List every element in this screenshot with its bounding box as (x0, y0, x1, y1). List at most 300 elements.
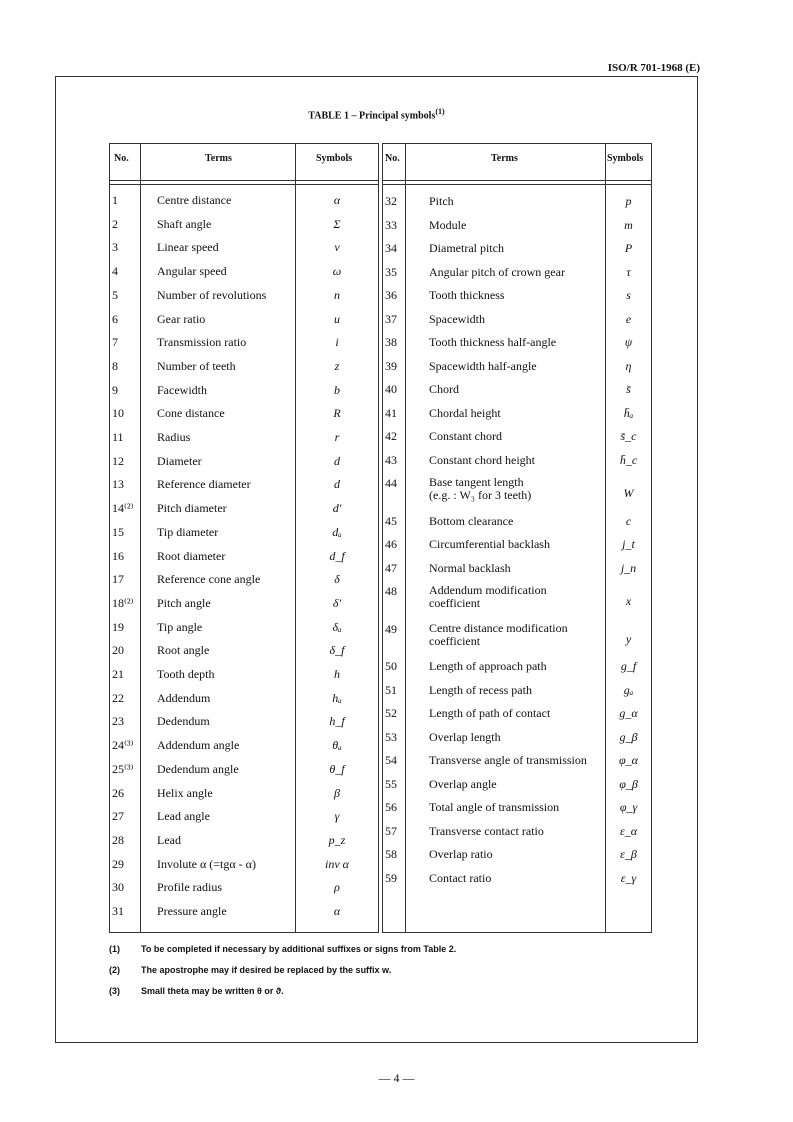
row-term-line: coefficient (429, 596, 481, 611)
row-symbol: g_β (619, 729, 638, 744)
row-term-line: Centre distance (157, 193, 232, 207)
row-term (429, 659, 547, 673)
row-symbol: u (334, 311, 340, 326)
row-term (429, 312, 485, 326)
row-symbol: δₐ (332, 619, 342, 634)
row-number: 44 (385, 476, 397, 490)
row-term-line: Length of recess path (429, 682, 532, 697)
row-term-line: Tip diameter (157, 524, 219, 539)
row-term-line: Tooth thickness (429, 288, 505, 302)
table-row (110, 454, 378, 478)
row-term (429, 194, 454, 208)
row-symbol: P (624, 241, 633, 255)
row-number: 46 (385, 537, 397, 552)
row-number: 25⁽³⁾ (112, 761, 134, 776)
row-term-line: Overlap angle (429, 776, 497, 791)
row-number: 49 (385, 621, 397, 636)
row-number: 43 (385, 452, 397, 467)
row-term (429, 476, 531, 502)
row-term-line: Length of path of contact (429, 706, 551, 721)
column-header-terms: Terms (205, 153, 232, 164)
row-term-line: Circumferential backlash (429, 537, 550, 552)
row-symbol: g_α (619, 706, 638, 721)
table-row (383, 359, 651, 383)
row-term-line: Diameter (157, 453, 202, 468)
row-term-line: coefficient (429, 633, 481, 648)
row-number: 13 (112, 477, 124, 492)
row-term (157, 857, 256, 871)
table-row (110, 691, 378, 715)
row-term (157, 786, 213, 800)
row-term (157, 762, 239, 776)
row-symbol: d_f (329, 548, 345, 563)
row-term-line: Overlap length (429, 729, 501, 744)
row-term (157, 738, 239, 752)
row-number: 31 (112, 904, 124, 918)
row-symbol: i (335, 335, 339, 350)
row-term-line: Number of teeth (157, 358, 236, 373)
table-row (383, 288, 651, 312)
table-row (110, 738, 378, 762)
row-term (157, 525, 218, 539)
table-row (383, 514, 651, 538)
row-term-line: Tip angle (157, 619, 203, 634)
table-row (110, 477, 378, 501)
row-term (429, 683, 532, 697)
row-term (429, 824, 544, 838)
row-term-line: Facewidth (157, 382, 207, 397)
row-term-line: Constant chord (429, 429, 502, 443)
table-row (110, 549, 378, 573)
row-term (157, 596, 211, 610)
symbols-table-right (382, 143, 652, 933)
row-number: 22 (112, 690, 124, 705)
row-term-line: Overlap ratio (429, 847, 493, 862)
row-symbol: v (334, 240, 340, 255)
row-number: 34 (385, 241, 397, 255)
row-term (157, 833, 181, 847)
row-number: 8 (112, 358, 118, 373)
row-term-line: Gear ratio (157, 311, 206, 326)
row-term (429, 382, 459, 396)
row-term-line: Pressure angle (157, 904, 227, 918)
footnote: (1) To be completed if necessary by additional suffixes or signs from Table 2. (109, 944, 457, 954)
row-term (157, 312, 205, 326)
column-header-symbols-right: Symbols (607, 153, 644, 164)
footnotes (109, 944, 456, 1007)
table-row (110, 264, 378, 288)
row-number: 35 (385, 264, 397, 279)
page-number: — 4 — (378, 1071, 415, 1085)
row-term (157, 809, 210, 823)
table-row (110, 406, 378, 430)
row-term (429, 871, 491, 885)
row-number: 50 (385, 659, 397, 674)
row-term (157, 880, 222, 894)
row-number: 47 (385, 560, 397, 575)
table-row (383, 659, 651, 683)
table-row (383, 683, 651, 707)
footnote: (2) The apostrophe may if desired be replaced by the suffix w. (109, 965, 392, 975)
row-number: 20 (112, 643, 124, 658)
row-term-line: Pitch diameter (157, 501, 227, 516)
row-symbol: r (334, 430, 340, 444)
table-row (110, 501, 378, 525)
row-symbol: φ_γ (619, 800, 638, 815)
row-symbol: j_n (620, 560, 637, 575)
row-number: 9 (112, 382, 118, 397)
row-number: 16 (112, 548, 124, 563)
row-term-line: Number of revolutions (157, 287, 267, 302)
table-row (110, 762, 378, 786)
row-term-line: Dedendum (157, 714, 210, 729)
row-number: 10 (112, 406, 124, 421)
row-symbol: s̄ (626, 382, 631, 396)
row-symbol: hₐ (332, 690, 342, 705)
row-term (429, 241, 504, 255)
row-symbol: η (625, 358, 632, 373)
row-term-line: Lead angle (157, 809, 210, 824)
row-term-line: Addendum angle (157, 738, 240, 753)
row-term (157, 193, 231, 207)
row-term (157, 454, 202, 468)
row-symbol: y (625, 631, 632, 646)
row-term (429, 514, 513, 528)
row-symbol: δ_f (329, 643, 345, 658)
table-row (383, 800, 651, 824)
row-term (429, 753, 587, 767)
row-term-line: Profile radius (157, 880, 222, 895)
table-row (383, 847, 651, 871)
row-number: 6 (112, 311, 118, 326)
row-symbol: τ (626, 264, 631, 279)
row-number: 59 (385, 870, 397, 885)
table-row (110, 430, 378, 454)
row-term-line: Centre distance modification (429, 620, 568, 635)
table-row (383, 382, 651, 406)
row-term (429, 622, 568, 648)
column-header-no: No. (114, 153, 129, 164)
row-term-line: Cone distance (157, 406, 225, 421)
row-number: 14⁽²⁾ (112, 501, 134, 516)
table-row (110, 525, 378, 549)
row-term-line: Root diameter (157, 548, 226, 563)
table-row (383, 561, 651, 585)
row-term (157, 430, 190, 444)
row-term (429, 453, 535, 467)
row-term-line: Dedendum angle (157, 761, 239, 776)
row-term (429, 429, 502, 443)
row-term-line: Root angle (157, 643, 210, 658)
row-term-line: Reference diameter (157, 477, 251, 492)
row-number: 7 (112, 335, 118, 350)
column-header-no-right: No. (385, 153, 400, 164)
row-term-line: Involute α (=tgα - α) (157, 856, 256, 871)
table-row (110, 193, 378, 217)
table-row (383, 265, 651, 289)
row-symbol: ε_γ (620, 870, 637, 885)
table-row (383, 730, 651, 754)
row-symbol: ρ (334, 880, 340, 895)
row-number: 52 (385, 706, 397, 721)
row-symbol: dₐ (332, 524, 342, 539)
row-number: 17 (112, 572, 124, 587)
row-symbol: gₐ (623, 682, 634, 697)
row-number: 5 (112, 287, 118, 302)
row-term-line: Linear speed (157, 240, 219, 255)
row-term-line: Shaft angle (157, 216, 212, 231)
row-symbol: h̄ₐ (623, 405, 634, 420)
table-row (110, 217, 378, 241)
row-term (429, 537, 550, 551)
table-row (383, 753, 651, 777)
row-number: 42 (385, 429, 397, 443)
row-number: 58 (385, 847, 397, 862)
table-title (56, 107, 697, 121)
row-number: 51 (385, 682, 397, 697)
table-row (110, 667, 378, 691)
row-term-line: Pitch (429, 194, 454, 208)
row-term-line: Angular speed (157, 264, 227, 279)
row-term (157, 691, 210, 705)
row-term (157, 620, 202, 634)
row-symbol: n (334, 287, 340, 302)
row-number: 39 (385, 358, 397, 373)
row-term-line: Spacewidth half-angle (429, 358, 537, 373)
row-symbol: g_f (620, 659, 637, 674)
row-number: 30 (112, 880, 124, 895)
row-number: 26 (112, 785, 124, 800)
row-term (157, 643, 209, 657)
row-term-line: Base tangent length (429, 475, 524, 489)
table-row (383, 218, 651, 242)
table-row (110, 620, 378, 644)
row-term-line: Spacewidth (429, 311, 485, 326)
row-symbol: h_f (329, 714, 345, 729)
row-symbol: d' (332, 501, 342, 516)
row-term-line: Reference cone angle (157, 572, 261, 587)
row-term-line: Transverse contact ratio (429, 823, 544, 838)
row-term (157, 477, 251, 491)
row-number: 53 (385, 729, 397, 744)
row-term-line: Angular pitch of crown gear (429, 264, 565, 279)
row-number: 45 (385, 513, 397, 528)
table-row (110, 359, 378, 383)
row-term (157, 501, 227, 515)
row-term-line: Lead (157, 832, 181, 847)
row-symbol: z (334, 358, 340, 373)
row-number: 37 (385, 311, 397, 326)
table-row (383, 622, 651, 660)
row-symbol: p_z (328, 832, 346, 847)
row-term-line: Transverse angle of transmission (429, 753, 587, 768)
row-number: 29 (112, 856, 124, 871)
table-row (110, 904, 378, 928)
row-term (429, 847, 493, 861)
row-term (157, 904, 227, 918)
table-row (383, 335, 651, 359)
row-symbol: δ' (332, 595, 342, 610)
table-row (383, 241, 651, 265)
row-symbol: b (334, 382, 340, 397)
row-symbol: h̄_c (619, 452, 638, 467)
row-symbol: s (626, 288, 631, 302)
row-term (429, 706, 550, 720)
table-row (383, 429, 651, 453)
row-term (157, 572, 260, 586)
row-number: 24⁽³⁾ (112, 738, 134, 753)
row-term (157, 335, 246, 349)
row-number: 28 (112, 832, 124, 847)
row-term (157, 217, 211, 231)
row-number: 1 (112, 193, 118, 207)
row-number: 33 (385, 217, 397, 232)
row-term-line: Chord (429, 382, 459, 396)
row-number: 56 (385, 800, 397, 815)
row-term (429, 800, 559, 814)
table-row (110, 335, 378, 359)
row-symbol: β (334, 785, 340, 800)
row-symbol: h (334, 667, 340, 681)
row-term (429, 777, 497, 791)
table-title-footnote-ref: (1) (435, 107, 445, 116)
row-number: 3 (112, 240, 118, 255)
row-term-line: Bottom clearance (429, 513, 514, 528)
row-term (157, 383, 207, 397)
table-row (110, 786, 378, 810)
table-row (110, 833, 378, 857)
row-number: 48 (385, 584, 397, 599)
row-number: 38 (385, 335, 397, 349)
row-term-line: Diametral pitch (429, 241, 504, 255)
row-term (157, 406, 225, 420)
table-title-text: TABLE 1 – Principal symbols (308, 110, 436, 122)
table-row (110, 596, 378, 620)
row-number: 21 (112, 667, 124, 681)
row-symbol: θ_f (329, 761, 345, 776)
table-row (383, 537, 651, 561)
table-row (383, 871, 651, 895)
row-number: 27 (112, 809, 124, 824)
table-row (383, 706, 651, 730)
document-reference: ISO/R 701-1968 (E) (607, 62, 700, 74)
row-term-line: Contact ratio (429, 870, 492, 885)
row-term-line: Total angle of transmission (429, 800, 560, 815)
row-symbol: θₐ (332, 738, 342, 753)
table-row (383, 406, 651, 430)
table-row (110, 240, 378, 264)
row-number: 18⁽²⁾ (112, 595, 134, 610)
table-row (110, 288, 378, 312)
row-number: 36 (385, 288, 397, 302)
row-term-line: Pitch angle (157, 595, 211, 610)
row-term (429, 265, 565, 279)
row-symbol: m (624, 217, 633, 232)
row-term (429, 730, 501, 744)
table-row (383, 824, 651, 848)
row-term-line: Addendum modification (429, 583, 547, 598)
table-row (383, 312, 651, 336)
footnote: (3) Small theta may be written θ or ϑ. (109, 986, 284, 996)
column-header-symbols: Symbols (316, 153, 353, 164)
table-row (110, 880, 378, 904)
row-number: 55 (385, 776, 397, 791)
row-number: 2 (112, 216, 118, 231)
row-number: 57 (385, 823, 397, 838)
row-term (157, 288, 266, 302)
row-term-line: Constant chord height (429, 452, 535, 467)
row-symbol: γ (334, 809, 340, 824)
table-row (110, 714, 378, 738)
row-term (429, 335, 556, 349)
row-term-line: Module (429, 217, 467, 232)
row-term (157, 264, 227, 278)
table-row (383, 453, 651, 477)
table-row (110, 643, 378, 667)
row-term (429, 288, 505, 302)
table-row (110, 383, 378, 407)
row-number: 41 (385, 405, 397, 420)
row-term-line: Radius (157, 430, 191, 444)
row-symbol: j_t (622, 537, 635, 552)
row-term (429, 584, 547, 610)
row-term-line: Helix angle (157, 785, 213, 800)
row-term-line: Addendum (157, 690, 211, 705)
row-symbol: α (333, 904, 341, 918)
row-number: 32 (385, 194, 397, 208)
row-term (157, 714, 210, 728)
row-term (429, 561, 511, 575)
row-term (157, 667, 215, 681)
row-symbol: Σ (333, 216, 341, 231)
row-number: 19 (112, 619, 124, 634)
column-header-terms-right: Terms (491, 153, 518, 164)
row-number: 12 (112, 453, 124, 468)
row-symbol: p (625, 194, 632, 208)
row-symbol: W (623, 486, 634, 500)
row-term-line: Tooth thickness half-angle (429, 335, 557, 349)
row-number: 54 (385, 753, 397, 768)
row-symbol: δ (334, 572, 340, 587)
row-symbol: ψ (624, 335, 633, 349)
table-row (110, 572, 378, 596)
row-number: 11 (112, 430, 124, 444)
row-number: 40 (385, 382, 397, 396)
table-row (110, 857, 378, 881)
row-symbol: x (625, 594, 632, 609)
row-term-line: (e.g. : W₃ for 3 teeth) (429, 488, 532, 502)
table-row (383, 476, 651, 514)
row-term-line: Transmission ratio (157, 335, 247, 350)
row-number: 4 (112, 264, 118, 279)
table-row (383, 777, 651, 801)
row-symbol: ε_β (620, 847, 637, 862)
row-term-line: Length of approach path (429, 659, 547, 674)
row-term-line: Tooth depth (157, 667, 215, 681)
row-symbol: ω (332, 264, 342, 279)
row-term-line: Chordal height (429, 405, 501, 420)
table-row (110, 809, 378, 833)
row-symbol: c (625, 513, 632, 528)
row-term (157, 359, 236, 373)
table-row (383, 584, 651, 622)
row-symbol: φ_α (619, 753, 638, 768)
row-term (429, 359, 537, 373)
row-symbol: e (625, 311, 632, 326)
row-symbol: s̄_c (620, 429, 637, 443)
row-term (157, 549, 225, 563)
row-number: 15 (112, 524, 124, 539)
